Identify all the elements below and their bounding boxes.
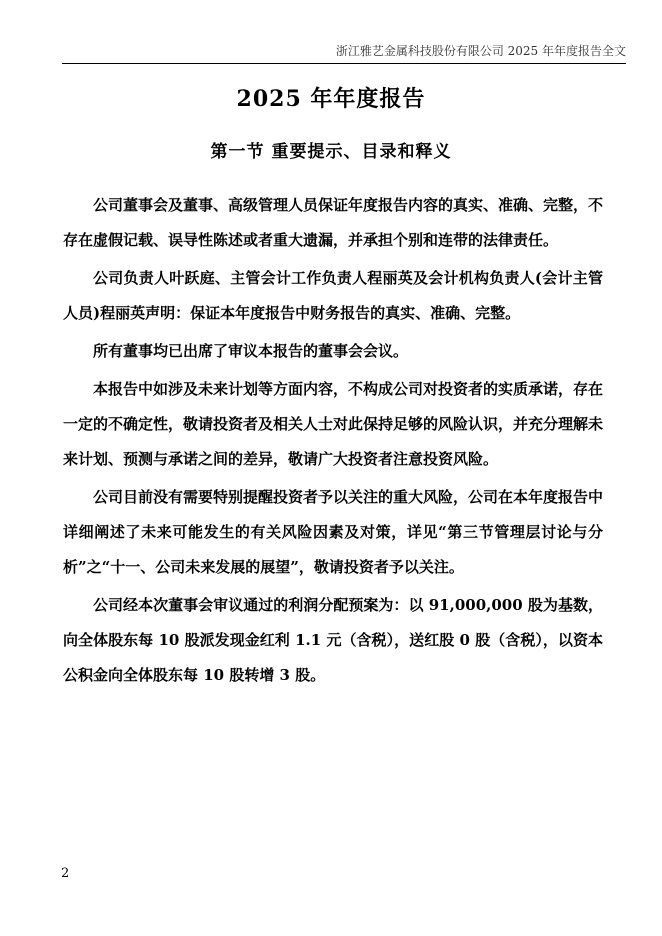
paragraph-risk-notice: 公司目前没有需要特别提醒投资者予以关注的重大风险，公司在本年度报告中详细阐述了未来可能发生的有关风险因素及对策，详见“第三节管理层讨论与分析”之“十一、公司未来发展的展望”，敬请投资者予以关注。	[63, 488, 604, 576]
header-rule	[62, 63, 626, 64]
paragraph-financial-declaration: 公司负责人叶跃庭、主管会计工作负责人程丽英及会计机构负责人(会计主管人员)程丽英声明：保证本年度报告中财务报告的真实、准确、完整。	[63, 269, 603, 322]
running-header: 浙江雅艺金属科技股份有限公司 2025 年年度报告全文	[335, 44, 626, 58]
paragraph-responsibility-statement: 公司董事会及董事、高级管理人员保证年度报告内容的真实、准确、完整，不存在虚假记载、误导性陈述或者重大遗漏，并承担个别和连带的法律责任。	[63, 196, 604, 249]
paragraph-board-attendance: 所有董事均已出席了审议本报告的董事会会议。	[93, 342, 409, 360]
section-title: 第一节 重要提示、目录和释义	[210, 142, 452, 162]
document-title: 2025 年年度报告	[236, 86, 426, 112]
paragraph-forward-looking: 本报告中如涉及未来计划等方面内容，不构成公司对投资者的实质承诺，存在一定的不确定性，敬请投资者及相关人士对此保持足够的风险认识，并充分理解未来计划、预测与承诺之间的差异，敬请广大投资者注意投资风险。	[63, 380, 604, 468]
page-number: 2	[61, 866, 70, 881]
paragraph-profit-distribution: 公司经本次董事会审议通过的利润分配预案为：以 91,000,000 股为基数，向全体股东每 10 股派发现金红利 1.1 元（含税），送红股 0 股（含税），以资本公积金向全体股东每 10 股转增 3 股。	[63, 596, 603, 684]
body-text	[63, 188, 603, 693]
